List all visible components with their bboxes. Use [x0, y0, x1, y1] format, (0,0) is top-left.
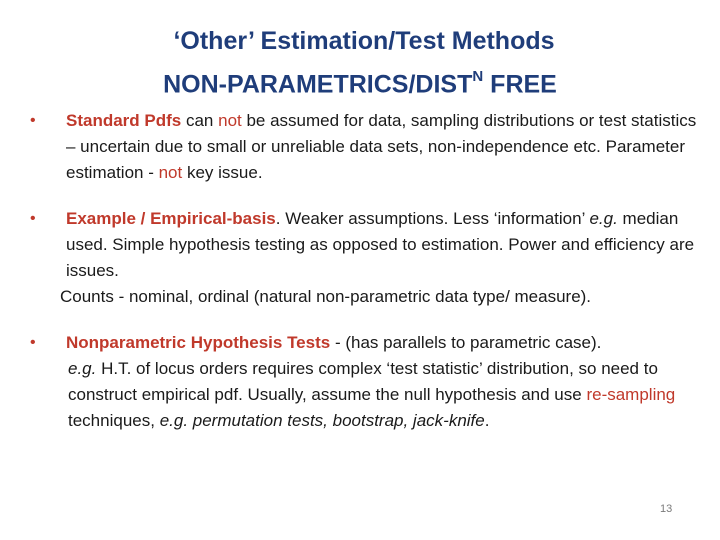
text: H.T. of locus orders requires complex ‘test statistic’ distribution, so need to construct empirical pdf. Usually, assume the null hypothesis and use — [68, 359, 658, 404]
title-line-2-end: FREE — [483, 70, 557, 99]
bullet-standard-pdfs — [30, 108, 700, 186]
title-line-2-main: NON-PARAMETRICS/DIST — [163, 70, 473, 99]
slide-title — [0, 22, 720, 103]
bullet-example-empirical — [30, 206, 700, 310]
bullet-nonparametric-tests — [30, 330, 700, 434]
text: techniques, — [68, 411, 160, 430]
term-hypothesis-tests: Hypothesis Tests — [185, 333, 331, 352]
text: median used. Simple hypothesis testing as opposed to estimation. Power and efficiency are issues. — [66, 209, 695, 280]
text: can — [181, 111, 219, 130]
bullet-marker: • — [30, 334, 36, 351]
emphasis-resampling: re-sampling — [586, 385, 676, 404]
title-line-1: ‘Other’ Estimation/Test Methods — [173, 27, 555, 55]
term-nonparametric: Nonparametric — [66, 333, 186, 352]
term-standard-pdfs: Standard Pdfs — [66, 111, 182, 130]
counts-line: Counts - nominal, ordinal (natural non-parametric data type/ measure). — [60, 287, 592, 306]
title-line-2 — [0, 60, 720, 103]
text: . Weaker assumptions. Less ‘information’ — [275, 209, 590, 228]
italic-eg: e.g. — [68, 359, 97, 378]
bullet-list — [30, 108, 700, 454]
bullet-marker: • — [30, 210, 36, 227]
text: be assumed for data, sampling distributions or test statistics – uncertain due to small or unreliable data sets, non-independence etc. Parameter estimation - — [66, 111, 697, 182]
emphasis-not: not — [158, 163, 183, 182]
bullet-marker: • — [30, 112, 36, 129]
title-superscript: N — [472, 68, 484, 85]
italic-eg: e.g. — [589, 209, 618, 228]
emphasis-not: not — [218, 111, 242, 130]
term-example-empirical: Example / Empirical-basis — [66, 209, 276, 228]
text: - (has parallels to parametric case). — [330, 333, 602, 352]
page-number: 13 — [660, 503, 673, 515]
text: . — [484, 411, 490, 430]
text: key issue. — [182, 163, 263, 182]
locus-order-text — [68, 356, 700, 434]
italic-examples: e.g. permutation tests, bootstrap, jack-knife — [159, 411, 485, 430]
